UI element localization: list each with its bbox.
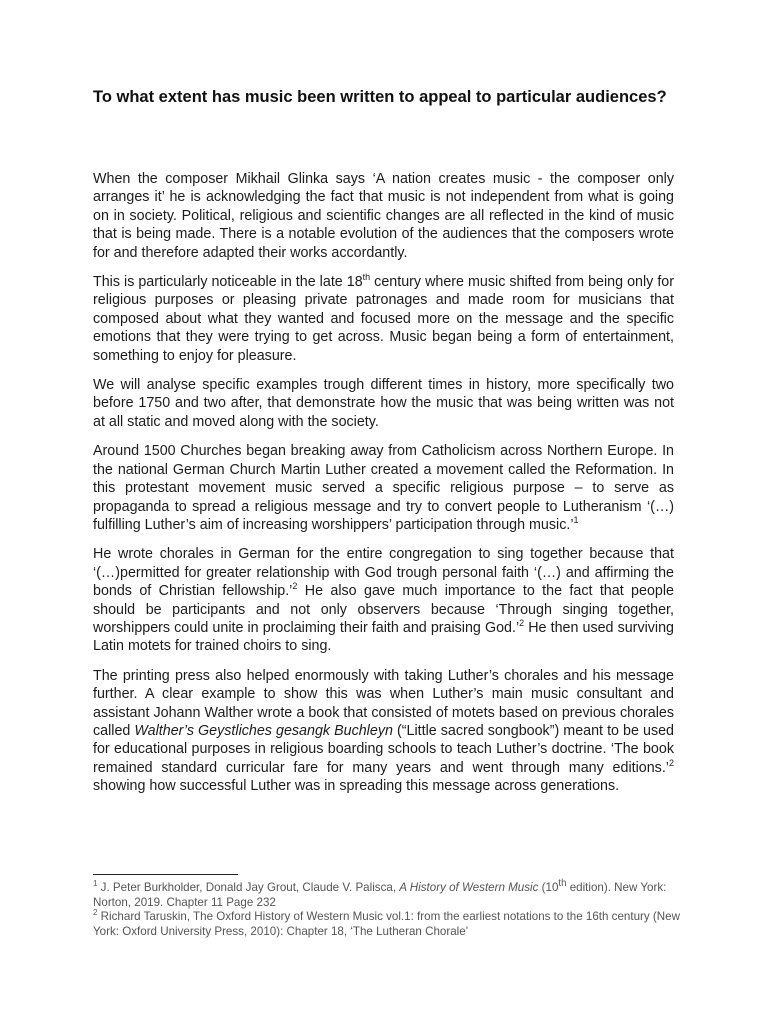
paragraph-text: showing how successful Luther was in spreading this message across generations. xyxy=(93,778,620,795)
book-title: Walther’s Geystliches gesangk Buchleyn xyxy=(134,722,393,739)
paragraph-text: He then used surviving Latin motets for trained choirs to sing. xyxy=(93,619,674,655)
footnote-text: J. Peter Burkholder, Donald Jay Grout, Claude V. Palisca, xyxy=(97,880,400,894)
paragraph-text: He wrote chorales in German for the entire congregation to sing together because that ‘(…)permitted for greater relationship with God trough personal faith ‘(…) and affirming the bonds of Christian fellowship.’ xyxy=(93,546,674,600)
paragraph-3 xyxy=(93,376,674,431)
footnote-number: 2 xyxy=(93,908,98,918)
footnote-text: (10 xyxy=(538,880,559,894)
footnote-1 xyxy=(93,877,683,910)
paragraph-text: He also gave much importance to the fact that people should be participants and not only observers because ‘Through singing together, worshippers could unite in proclaiming their faith and praising God.’ xyxy=(93,583,674,636)
paragraph-text: (“Little sacred songbook”) meant to be used for educational purposes in religious boarding schools to teach Luther’s doctrine. ‘The book remained standard curricular fare for many years and went through many editions.’ xyxy=(93,722,674,776)
footnote-reference: 1 xyxy=(573,515,579,526)
paragraph-5 xyxy=(93,545,674,655)
footnote-reference: 2 xyxy=(668,758,674,769)
paragraph-text: Around 1500 Churches began breaking away from Catholicism across Northern Europe. In the national German Church Martin Luther created a movement called the Reformation. In this protestant movement music served a specific religious purpose – to serve as propaganda to spread a religious message and try to convert people to Lutheranism ‘(…) fulfilling Luther’s aim of increasing worshippers’ participation through music.’ xyxy=(93,443,674,533)
footnote-separator xyxy=(93,874,238,875)
footnote-text: edition). New York: Norton, 2019. Chapter 11 Page 232 xyxy=(93,880,667,909)
paragraph-6 xyxy=(93,667,674,796)
paragraph-text: When the composer Mikhail Glinka says ‘A nation creates music - the composer only arranges it’ he is acknowledging the fact that music is not independent from what is going on in society. Political, religious and scientific changes are all reflected in the kind of music that is being made. There is a notable evolution of the audiences that the composers wrote for and therefore adapted their works accordantly. xyxy=(93,171,674,261)
superscript-ordinal: th xyxy=(362,272,371,283)
paragraph-text: The printing press also helped enormously with taking Luther’s chorales and his message further. A clear example to show this was when Luther’s main music consultant and assistant Johann Walther wrote a book that consisted of motets based on previous chorales called xyxy=(93,667,674,739)
paragraph-4 xyxy=(93,442,674,534)
paragraph-2 xyxy=(93,273,674,365)
paragraph-text: This is particularly noticeable in the late 18 xyxy=(93,274,363,291)
paragraph-1 xyxy=(93,170,674,262)
footnote-text: Richard Taruskin, The Oxford History of Western Music vol.1: from the earliest notations to the 16th century (New York: Oxford University Press, 2010): Chapter 18, ‘The Lutheran Chorale’ xyxy=(93,910,680,939)
footnote-2 xyxy=(93,910,683,940)
paragraph-text: We will analyse specific examples trough different times in history, more specifically two before 1750 and two after, that demonstrate how the music that was being written was not at all static and moved along with the society. xyxy=(93,377,674,430)
footnotes xyxy=(93,877,683,940)
document-body xyxy=(93,170,674,807)
footnote-number: 1 xyxy=(93,879,98,888)
footnote-book-title: A History of Western Music xyxy=(399,880,539,894)
superscript-ordinal: th xyxy=(558,878,567,889)
paragraph-text: century where music shifted from being only for religious purposes or pleasing private patronages and made room for musicians that composed about what they wanted and focused more on the message and the specific emotions that they were trying to get across. Music began being a form of entertainment, something to enjoy for pleasure. xyxy=(93,274,674,364)
footnote-reference: 2 xyxy=(292,581,298,592)
footnote-reference: 2 xyxy=(519,618,525,629)
document-title: To what extent has music been written to appeal to particular audiences? xyxy=(93,88,667,106)
